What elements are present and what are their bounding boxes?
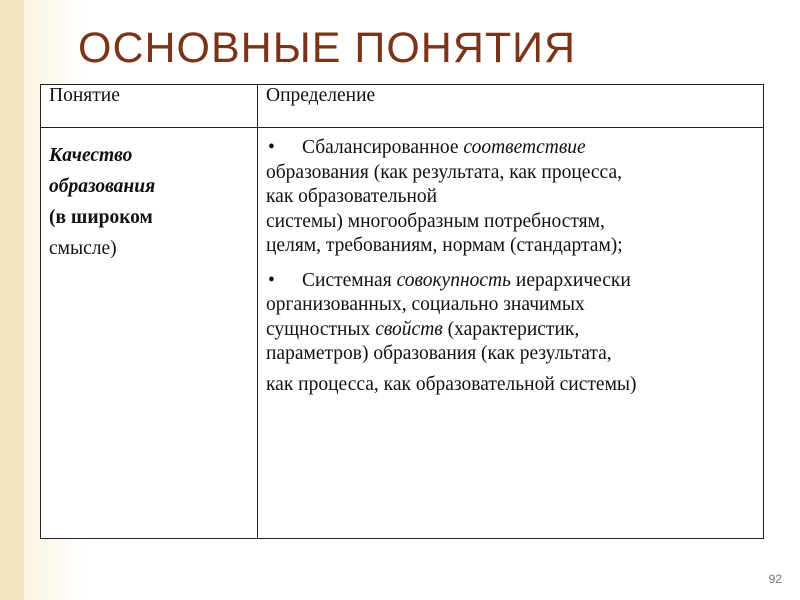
term-line: (в широком (49, 207, 153, 228)
definition-line: образования (как результата, как процесса, (266, 161, 622, 183)
definition-text: Системная (302, 269, 397, 291)
table-header-row (41, 85, 764, 128)
definition-line: параметров) образования (как результата, (266, 343, 612, 364)
definition-line: системы) многообразным потребностям, (266, 210, 605, 232)
term-cell (41, 128, 258, 539)
definition-text: сущностных (266, 318, 376, 340)
bullet-icon: • (268, 137, 275, 158)
definition-text: (характеристик, (442, 318, 580, 340)
page-number: 92 (768, 572, 782, 586)
definition-line: целям, требованиям, нормам (стандартам); (266, 235, 623, 256)
definition-emphasis: соответствие (463, 137, 586, 158)
definition-line: как процесса, как образовательной системы) (266, 373, 637, 395)
bullet-icon: • (268, 269, 275, 291)
paragraph-gap (266, 259, 759, 269)
definition-line (266, 136, 759, 161)
definition-text: Сбалансированное (302, 137, 464, 158)
header-concept: Понятие (41, 85, 258, 128)
header-definition: Определение (258, 85, 764, 128)
definition-line: как образовательной (266, 186, 438, 207)
term-line: Качество (49, 145, 133, 166)
definition-cell (258, 128, 764, 539)
definition-emphasis: свойств (375, 318, 443, 340)
table-row (41, 128, 764, 539)
concepts-table (40, 84, 764, 539)
definition-emphasis: совокупность (396, 269, 512, 291)
definition-line: организованных, социально значимых (266, 294, 585, 315)
definition-line (266, 318, 759, 343)
term-line: смысле) (49, 238, 117, 259)
term-line: образования (49, 176, 156, 197)
slide-title: ОСНОВНЫЕ ПОНЯТИЯ (78, 24, 577, 72)
decorative-side-stripe (0, 0, 24, 600)
definition-text: иерархически (511, 269, 631, 291)
definition-line (266, 269, 759, 294)
